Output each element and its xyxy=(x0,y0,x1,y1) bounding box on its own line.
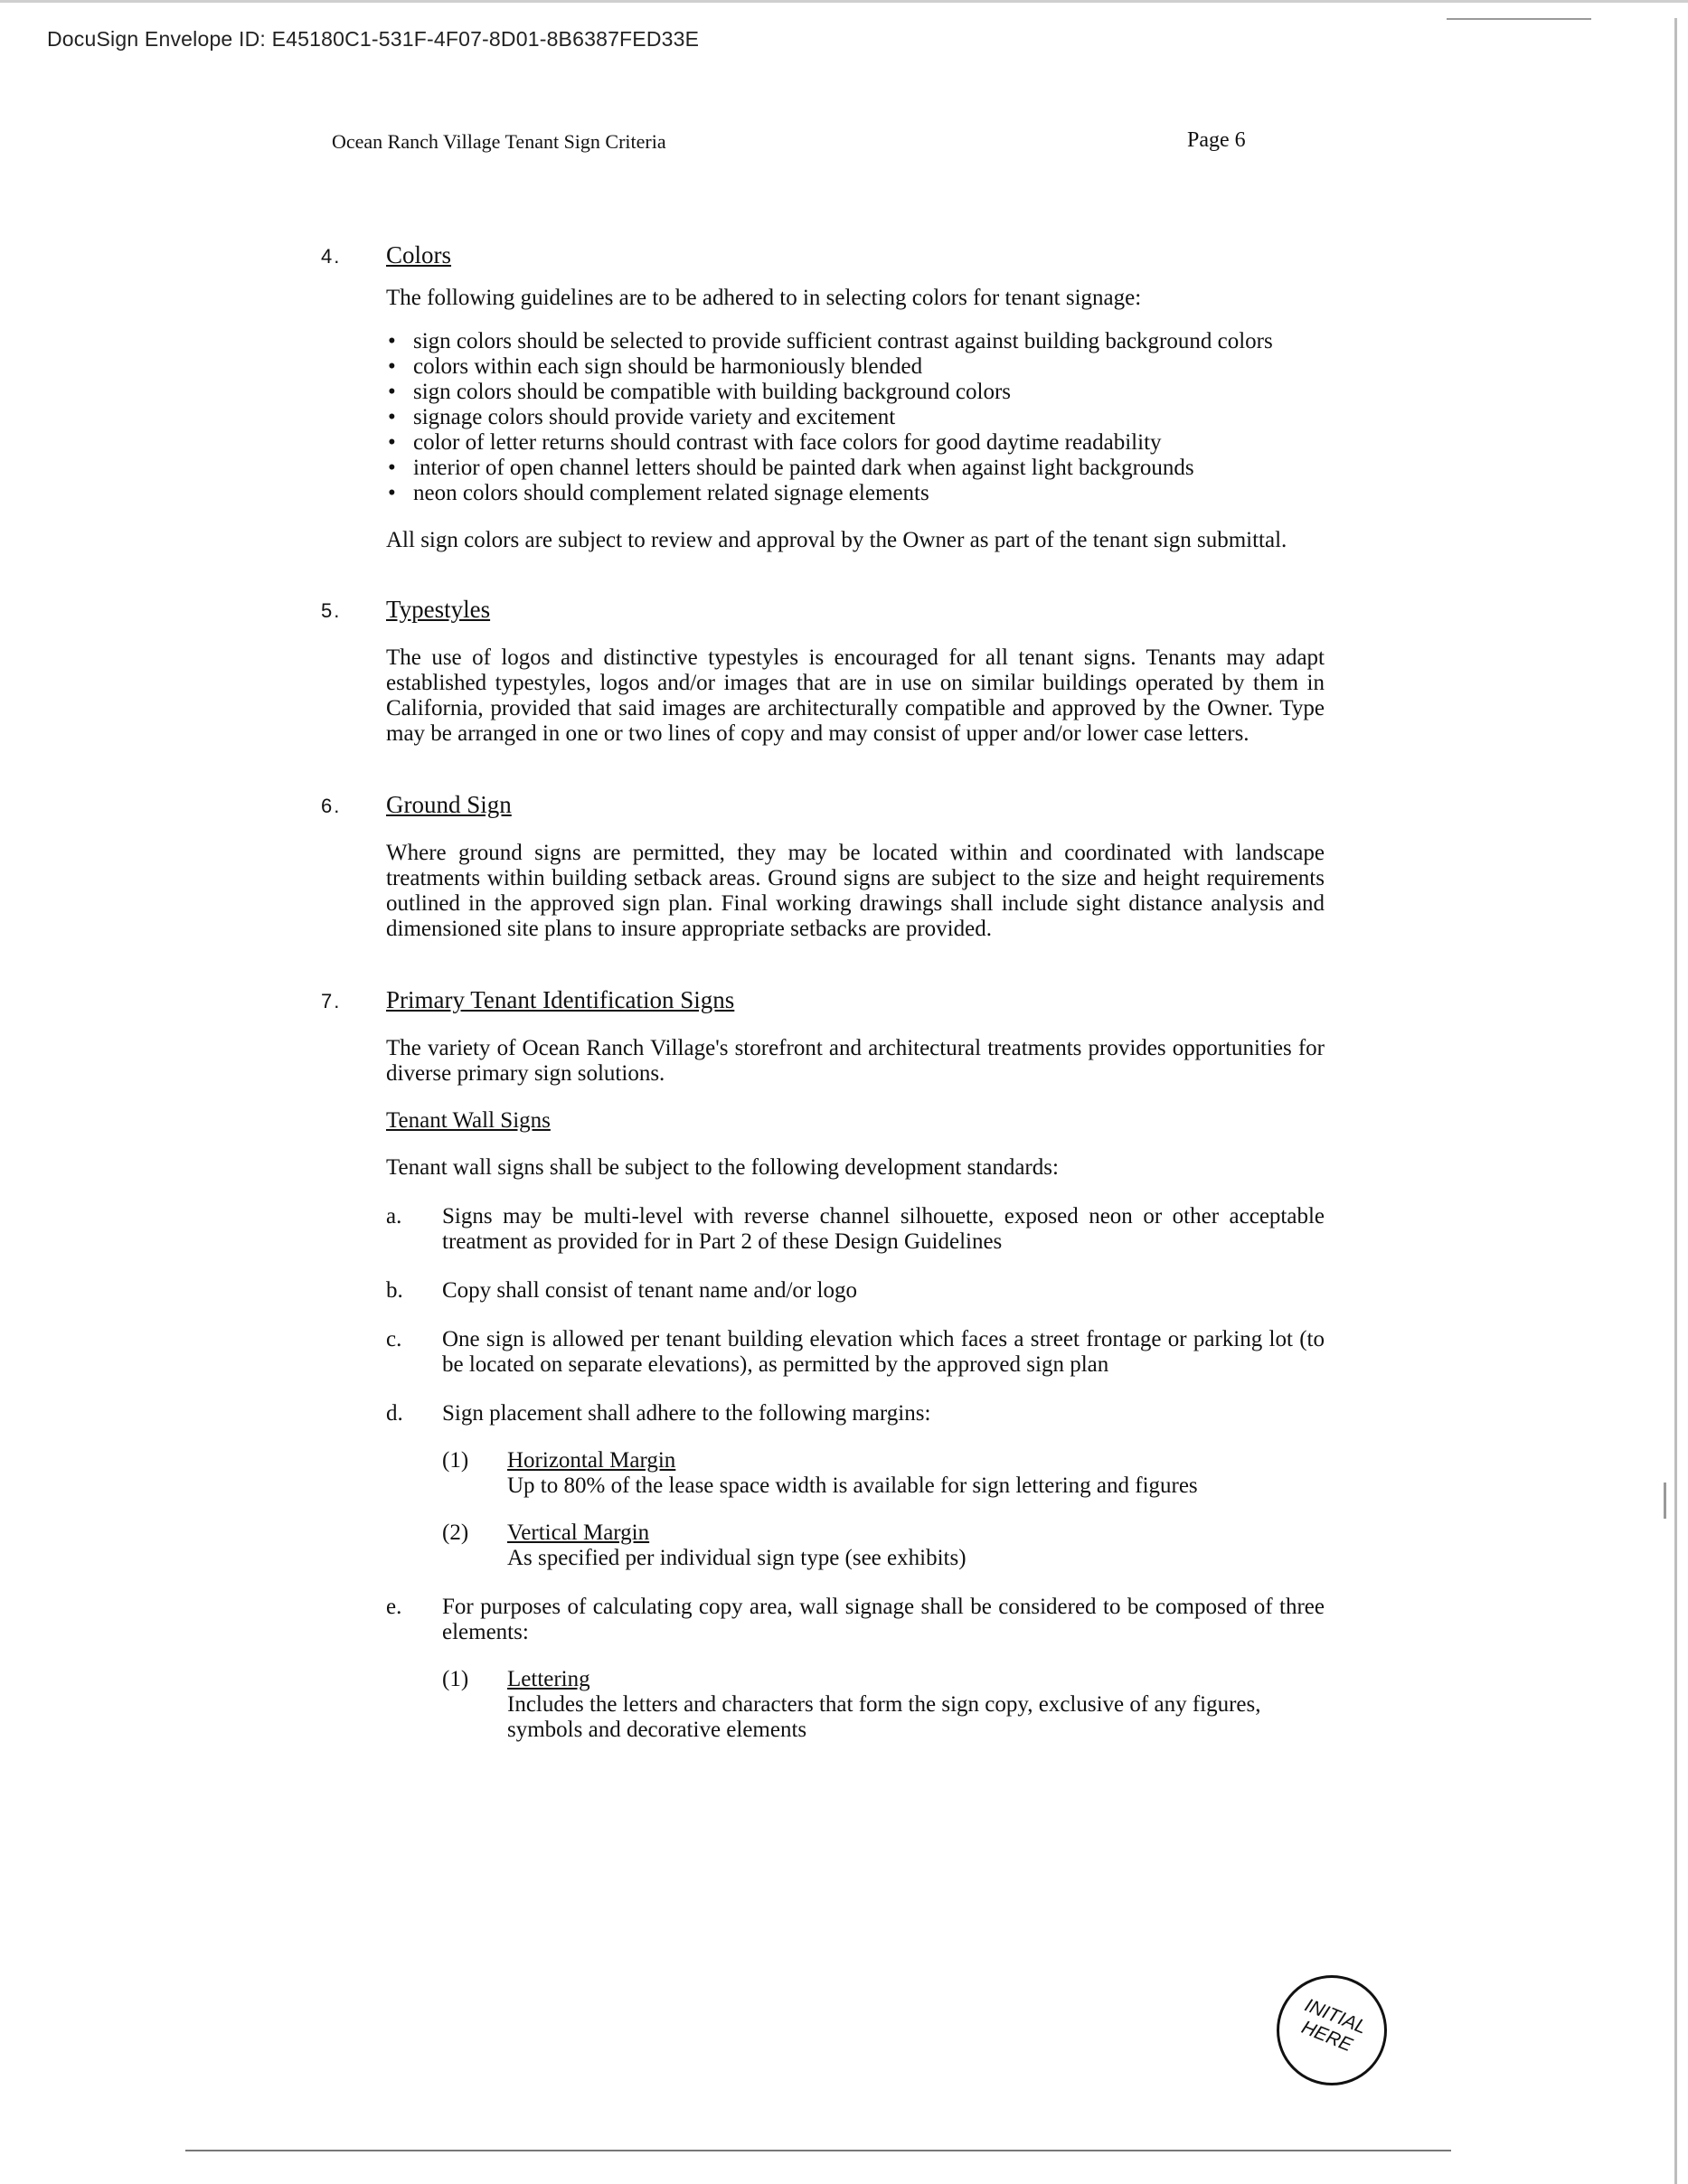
list-item-c: c. One sign is allowed per tenant building elevation which faces a street frontage or parking lot (to be located on separate elevations), as permitted by the approved sign plan xyxy=(386,1327,1325,1377)
section-typestyles xyxy=(321,597,1325,747)
initial-here-stamp[interactable] xyxy=(1277,1975,1387,2085)
section-body: The use of logos and distinctive typestyles is encouraged for all tenant signs. Tenants may adapt established typestyles, logos and/or images that are in use on similar buildings operated by them in California, provided that said images are architecturally compatible and approved by the Owner. Type may be arranged in one or two lines of copy and may consist of upper and/or lower case letters. xyxy=(386,645,1325,746)
scan-artifact xyxy=(1664,1483,1666,1519)
list-item-a: a. Signs may be multi-level with reverse channel silhouette, exposed neon or other acceptable treatment as provided for in Part 2 of these Design Guidelines xyxy=(386,1204,1325,1254)
section-title: Ground Sign xyxy=(386,791,512,818)
section-closing: All sign colors are subject to review and approval by the Owner as part of the tenant sign submittal. xyxy=(386,528,1287,552)
bottom-scan-line xyxy=(185,2150,1451,2151)
right-edge-rule xyxy=(1674,18,1677,2184)
section-ground-sign xyxy=(321,792,1325,942)
bullet-item: • signage colors should provide variety and excitement xyxy=(388,405,896,429)
bullet-item: • color of letter returns should contrast with face colors for good daytime readability xyxy=(388,430,1162,455)
list-item-d: d. Sign placement shall adhere to the following margins: xyxy=(386,1401,931,1426)
bullet-item: • sign colors should be selected to provide sufficient contrast against building background colors xyxy=(388,329,1273,353)
section-intro: The variety of Ocean Ranch Village's storefront and architectural treatments provides opportunities for diverse primary sign solutions. xyxy=(386,1036,1325,1086)
section-number: 5. xyxy=(321,599,342,622)
sub-item-vertical-margin: (2) Vertical Margin As specified per individual sign type (see exhibits) xyxy=(442,1520,967,1570)
docusign-envelope-id: DocuSign Envelope ID: E45180C1-531F-4F07-8D01-8B6387FED33E xyxy=(47,27,700,51)
section-title: Colors xyxy=(386,241,452,268)
section-lead: Tenant wall signs shall be subject to the following development standards: xyxy=(386,1155,1059,1180)
section-number: 4. xyxy=(321,245,342,268)
bullet-item: • sign colors should be compatible with building background colors xyxy=(388,380,1012,404)
sub-item-horizontal-margin: (1) Horizontal Margin Up to 80% of the lease space width is available for sign lettering and figures xyxy=(442,1448,1198,1498)
bullet-item: • colors within each sign should be harmoniously blended xyxy=(388,354,923,379)
top-edge-rule xyxy=(0,0,1688,3)
subheading: Tenant Wall Signs xyxy=(386,1108,551,1133)
page-number: Page 6 xyxy=(1187,128,1246,152)
section-title: Typestyles xyxy=(386,596,491,623)
stamp-text: INITIAL HERE xyxy=(1298,1994,1370,2057)
bullet-list xyxy=(386,329,1325,506)
document-body xyxy=(321,242,1325,1743)
list-item-b: b. Copy shall consist of tenant name and/or logo xyxy=(386,1278,857,1303)
sub-item-lettering: (1) Lettering Includes the letters and characters that form the sign copy, exclusive of any figures, symbols and decorative elements xyxy=(442,1667,1261,1742)
section-title: Primary Tenant Identification Signs xyxy=(386,986,735,1013)
list-item-e: e. For purposes of calculating copy area, wall signage shall be considered to be composed of three elements: xyxy=(386,1595,1325,1644)
section-body: Where ground signs are permitted, they may be located within and coordinated with landscape treatments within building setback areas. Ground signs are subject to the size and height requirements outlined in the approved sign plan. Final working drawings shall include sight distance analysis and dimensioned site plans to insure appropriate setbacks are provided. xyxy=(386,841,1325,941)
section-primary-signs xyxy=(321,987,1325,1743)
section-number: 6. xyxy=(321,795,342,817)
running-header-title: Ocean Ranch Village Tenant Sign Criteria xyxy=(332,130,666,153)
bullet-item: • neon colors should complement related signage elements xyxy=(388,481,929,505)
scan-artifact xyxy=(1447,18,1591,20)
section-number: 7. xyxy=(321,990,342,1012)
section-colors xyxy=(321,242,1325,553)
section-intro: The following guidelines are to be adhered to in selecting colors for tenant signage: xyxy=(386,286,1142,310)
bullet-item: • interior of open channel letters should be painted dark when against light backgrounds xyxy=(388,456,1194,480)
